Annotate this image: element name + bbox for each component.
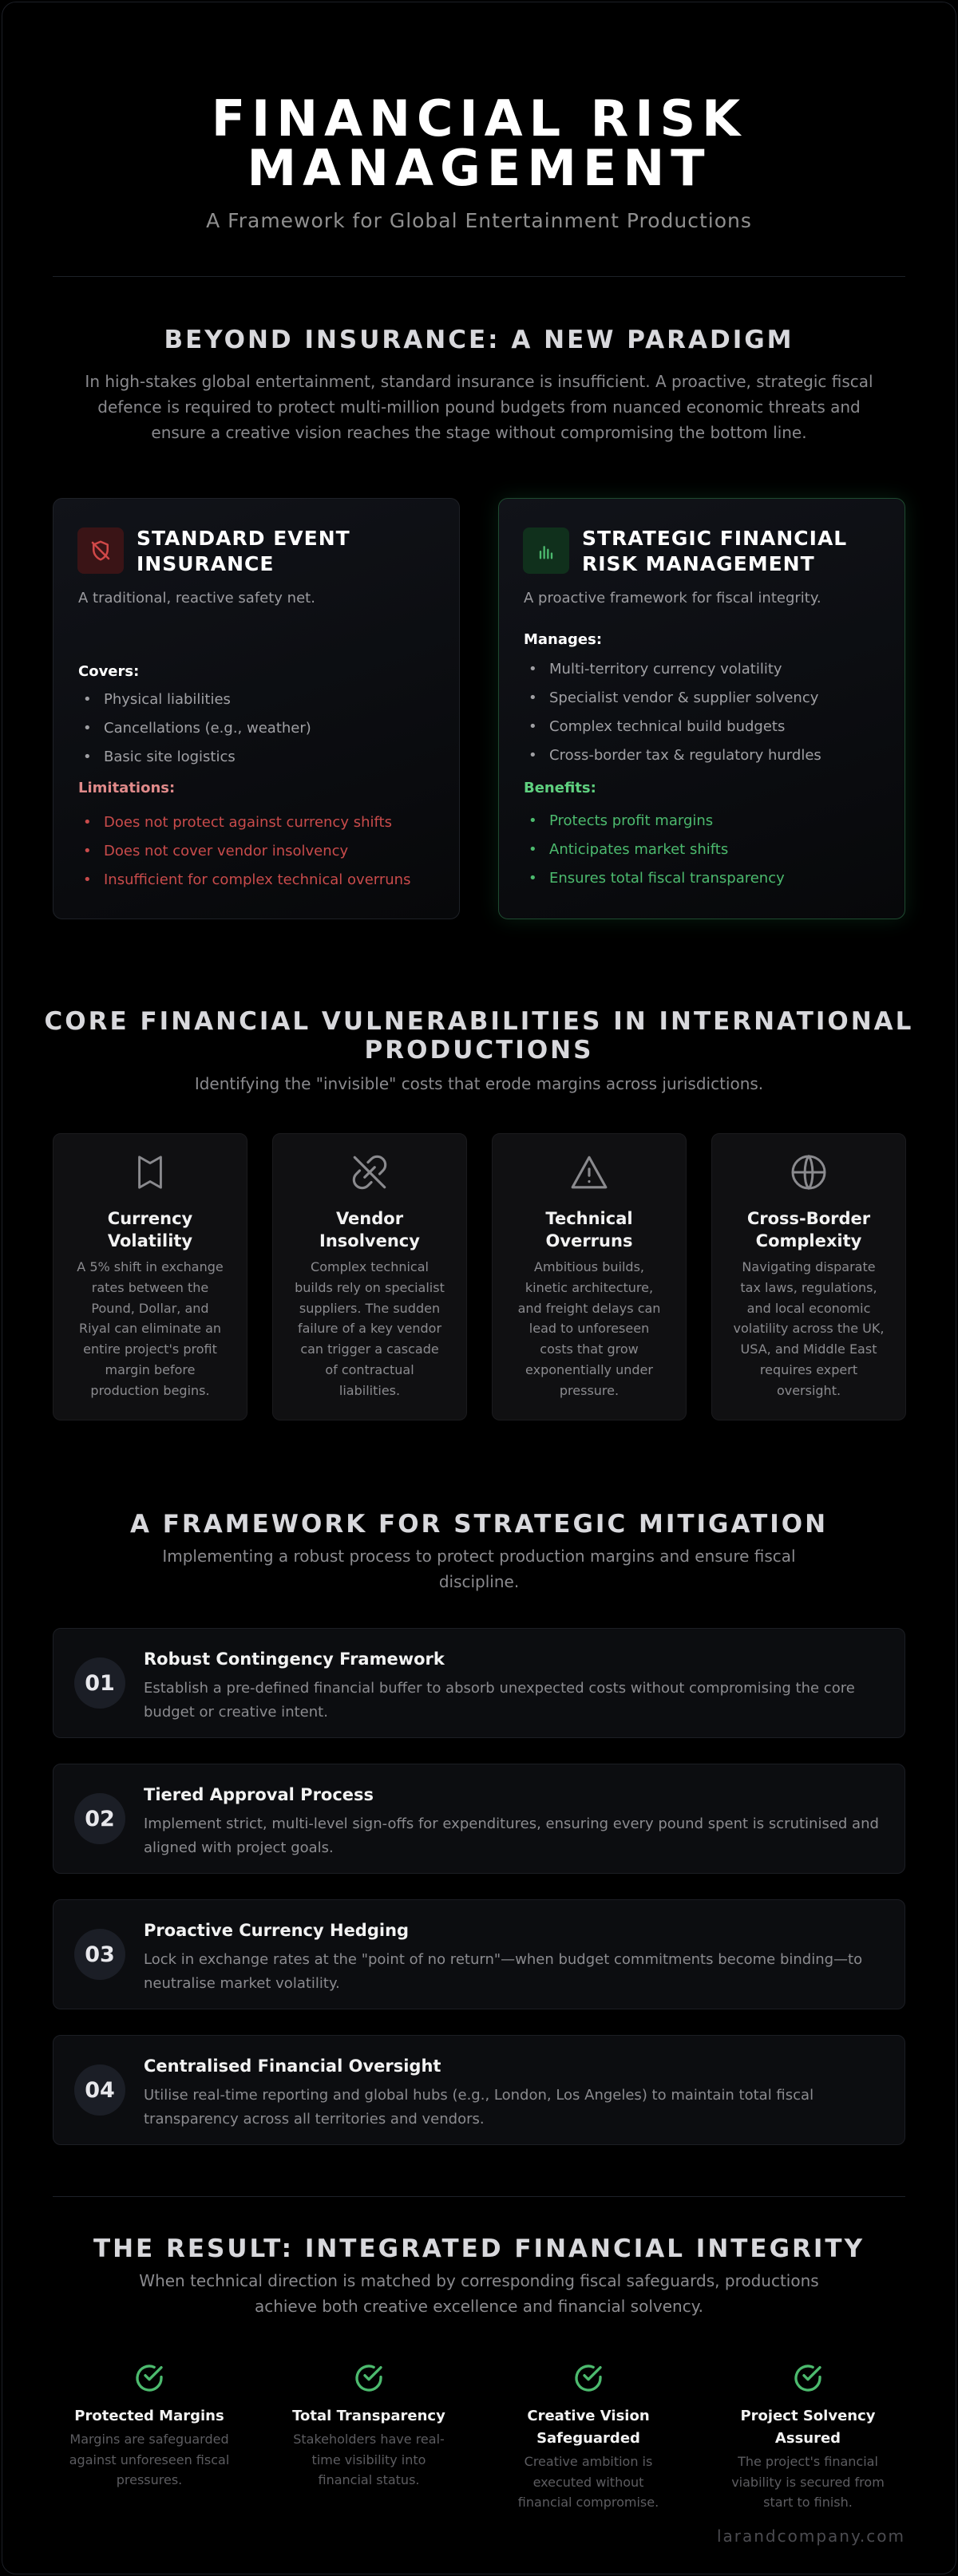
strategic-card-title: [582, 526, 847, 577]
result-text-line: Margins are safeguarded: [69, 2432, 229, 2447]
framework-step: [53, 1764, 905, 1874]
result-title-line: Total Transparency: [292, 2408, 445, 2424]
vulnerability-title: [493, 1207, 686, 1252]
vulnerability-text: Complex technical builds rely on specialist suppliers. The sudden failure of a key vendor can trigger a cascade of contractual liabilities.: [295, 1259, 445, 1398]
vulnerability-title: [53, 1207, 247, 1252]
divider: [53, 2196, 905, 2197]
hero: [0, 89, 958, 232]
page-subtitle: A Framework for Global Entertainment Productions: [206, 209, 752, 232]
list-item: • Anticipates market shifts: [524, 836, 785, 864]
result-title: THE RESULT: INTEGRATED FINANCIAL INTEGRITY: [93, 2234, 865, 2263]
result-item-text: [493, 2452, 684, 2513]
globe-icon: [712, 1150, 905, 1195]
result-desc-line: When technical direction is matched by corresponding fiscal safeguards, productions: [139, 2271, 819, 2290]
step-text: [144, 1812, 884, 1860]
result-text-line: The project's financial: [738, 2454, 878, 2469]
result-item-text: [273, 2429, 465, 2491]
result-desc-line: achieve both creative excellence and financial solvency.: [254, 2297, 704, 2316]
framework-desc-line: discipline.: [438, 1572, 520, 1591]
result-title-line: Creative Vision: [527, 2408, 650, 2424]
step-number: 02: [74, 1793, 125, 1844]
covers-label: Covers:: [78, 663, 140, 680]
step-title: Robust Contingency Framework: [144, 1650, 445, 1669]
strategic-title-line: RISK MANAGEMENT: [582, 552, 815, 575]
result-text-line: viability is secured from: [731, 2474, 885, 2490]
paradigm-title: BEYOND INSURANCE: A NEW PARADIGM: [164, 326, 794, 354]
vulnerability-text: A 5% shift in exchange rates between the Pound, Dollar, and Riyal can eliminate an entire project's profit margin before production begins.: [77, 1259, 224, 1398]
result-description: [0, 2268, 958, 2319]
step-text-line: Lock in exchange rates at the "point of no return"—when budget commitments become binding—to: [144, 1951, 863, 1968]
result-text-line: financial compromise.: [517, 2495, 659, 2510]
step-title: Centralised Financial Oversight: [144, 2056, 441, 2076]
shield-off-icon: [77, 527, 124, 574]
vulnerability-title-line: Cross-Border: [746, 1209, 871, 1228]
list-item: • Basic site logistics: [78, 743, 311, 772]
framework-step: [53, 1628, 905, 1738]
list-item: • Does not protect against currency shifts: [78, 808, 410, 837]
vulnerability-text: Navigating disparate tax laws, regulations, and local economic volatility across the UK, USA, and Middle East requires expert oversight.: [733, 1259, 885, 1398]
list-item: • Insufficient for complex technical overruns: [78, 866, 410, 895]
step-number: 01: [74, 1657, 125, 1709]
result-text-line: financial status.: [318, 2472, 420, 2487]
vulnerabilities-title: [0, 1007, 958, 1065]
paradigm-desc-line: In high-stakes global entertainment, standard insurance is insufficient. A proactive, strategic fiscal: [85, 372, 873, 391]
manages-list: [524, 655, 821, 770]
check-circle-icon: [273, 2362, 465, 2396]
step-title: Proactive Currency Hedging: [144, 1921, 410, 1940]
list-item: • Specialist vendor & supplier solvency: [524, 684, 821, 713]
vulnerability-title-line: Insolvency: [319, 1231, 420, 1250]
result-item-text: [712, 2452, 904, 2513]
step-number: 03: [74, 1929, 125, 1980]
list-item: • Cross-border tax & regulatory hurdles: [524, 741, 821, 770]
framework-desc-line: Implementing a robust process to protect production margins and ensure fiscal: [162, 1547, 796, 1566]
result-item: [53, 2362, 245, 2491]
step-text-line: transparency across all territories and vendors.: [144, 2111, 485, 2128]
standard-card-title: [137, 526, 350, 577]
result-text-line: Stakeholders have real-: [293, 2432, 445, 2447]
vulnerability-text: Ambitious builds, kinetic architecture, and freight delays can lead to unforeseen costs that grow exponentially under pressure.: [517, 1259, 661, 1398]
page-title-line-2: MANAGEMENT: [247, 139, 711, 197]
vulnerability-card-technical: [492, 1133, 687, 1420]
currency-icon: [53, 1150, 247, 1195]
result-item-title: [53, 2405, 245, 2428]
divider: [53, 276, 905, 277]
list-item: • Multi-territory currency volatility: [524, 655, 821, 684]
step-number: 04: [74, 2064, 125, 2116]
standard-title-line: STANDARD EVENT: [137, 527, 350, 550]
result-text-line: time visibility into: [311, 2452, 426, 2467]
vulnerability-title-line: Volatility: [107, 1231, 193, 1250]
framework-title: A FRAMEWORK FOR STRATEGIC MITIGATION: [129, 1510, 829, 1539]
step-text: [144, 1677, 884, 1725]
list-item: • Complex technical build budgets: [524, 713, 821, 741]
vulnerability-title-line: Currency: [107, 1209, 193, 1228]
footer-website: larandcompany.com: [716, 2527, 905, 2546]
page-title-line-1: FINANCIAL RISK: [211, 89, 747, 148]
standard-insurance-card: [53, 498, 460, 919]
benefits-label: Benefits:: [524, 780, 596, 796]
vulnerabilities-description: Identifying the "invisible" costs that erode margins across jurisdictions.: [194, 1074, 764, 1093]
step-title: Tiered Approval Process: [144, 1785, 374, 1804]
strategic-risk-card: [498, 498, 905, 919]
vulnerability-card-vendor: [272, 1133, 467, 1420]
vulnerabilities-title-line: CORE FINANCIAL VULNERABILITIES IN INTERNATIONAL: [44, 1007, 914, 1036]
page-title: [0, 89, 958, 197]
covers-list: [78, 685, 311, 772]
result-item-title: [273, 2405, 465, 2428]
strategic-title-line: STRATEGIC FINANCIAL: [582, 527, 848, 550]
step-text-line: neutralise market volatility.: [144, 1975, 340, 1992]
check-circle-icon: [493, 2362, 684, 2396]
list-item: • Does not cover vendor insolvency: [78, 837, 410, 866]
step-text-line: Utilise real-time reporting and global hubs (e.g., London, Los Angeles) to maintain total fiscal: [144, 2087, 814, 2104]
paradigm-desc-line: defence is required to protect multi-million pound budgets from nuanced economic threats and: [97, 397, 861, 417]
limitations-list: [78, 808, 410, 895]
strategic-card-lead: A proactive framework for fiscal integrity.: [524, 590, 821, 606]
step-text-line: Establish a pre-defined financial buffer to absorb unexpected costs without compromising the core: [144, 1680, 855, 1697]
list-item: • Cancellations (e.g., weather): [78, 714, 311, 743]
step-text: [144, 2084, 884, 2132]
bar-chart-icon: [523, 527, 569, 574]
result-text-line: start to finish.: [763, 2495, 853, 2510]
list-item: • Physical liabilities: [78, 685, 311, 714]
paradigm-desc-line: ensure a creative vision reaches the stage without compromising the bottom line.: [151, 423, 807, 442]
limitations-label: Limitations:: [78, 780, 176, 796]
vulnerability-title-line: Technical: [545, 1209, 633, 1228]
vulnerability-title-line: Vendor: [335, 1209, 404, 1228]
framework-step: [53, 1899, 905, 2009]
step-text-line: aligned with project goals.: [144, 1839, 334, 1856]
vulnerabilities-title-line: PRODUCTIONS: [364, 1036, 594, 1065]
standard-card-lead: A traditional, reactive safety net.: [78, 590, 315, 606]
list-item: • Ensures total fiscal transparency: [524, 864, 785, 893]
result-item-title: [493, 2405, 684, 2450]
step-text-line: Implement strict, multi-level sign-offs for expenditures, ensuring every pound spent is scrutinised and: [144, 1815, 879, 1832]
list-item: • Protects profit margins: [524, 807, 785, 836]
vulnerability-card-crossborder: [711, 1133, 906, 1420]
result-text-line: against unforeseen fiscal: [69, 2452, 230, 2467]
step-text: [144, 1948, 884, 1996]
result-title-line: Safeguarded: [536, 2430, 640, 2447]
result-title-line: Assured: [774, 2430, 841, 2447]
result-text-line: Creative ambition is: [524, 2454, 653, 2469]
check-circle-icon: [712, 2362, 904, 2396]
standard-title-line: INSURANCE: [137, 552, 275, 575]
broken-link-icon: [273, 1150, 466, 1195]
framework-step: [53, 2035, 905, 2145]
result-title-line: Project Solvency: [740, 2408, 876, 2424]
paradigm-description: [0, 369, 958, 445]
manages-label: Manages:: [524, 631, 603, 648]
result-text-line: executed without: [532, 2474, 644, 2490]
result-item: [712, 2362, 904, 2513]
result-item-title: [712, 2405, 904, 2450]
result-item-text: [53, 2429, 245, 2491]
warning-icon: [493, 1150, 686, 1195]
vulnerability-title-line: Complexity: [755, 1231, 862, 1250]
result-text-line: pressures.: [116, 2472, 183, 2487]
step-text-line: budget or creative intent.: [144, 1704, 328, 1721]
result-item: [493, 2362, 684, 2513]
benefits-list: [524, 807, 785, 893]
result-item: [273, 2362, 465, 2491]
vulnerability-title: [273, 1207, 466, 1252]
result-title-line: Protected Margins: [74, 2408, 224, 2424]
vulnerability-card-currency: [53, 1133, 247, 1420]
vulnerability-title-line: Overruns: [545, 1231, 633, 1250]
framework-description: [0, 1543, 958, 1594]
check-circle-icon: [53, 2362, 245, 2396]
vulnerability-title: [712, 1207, 905, 1252]
